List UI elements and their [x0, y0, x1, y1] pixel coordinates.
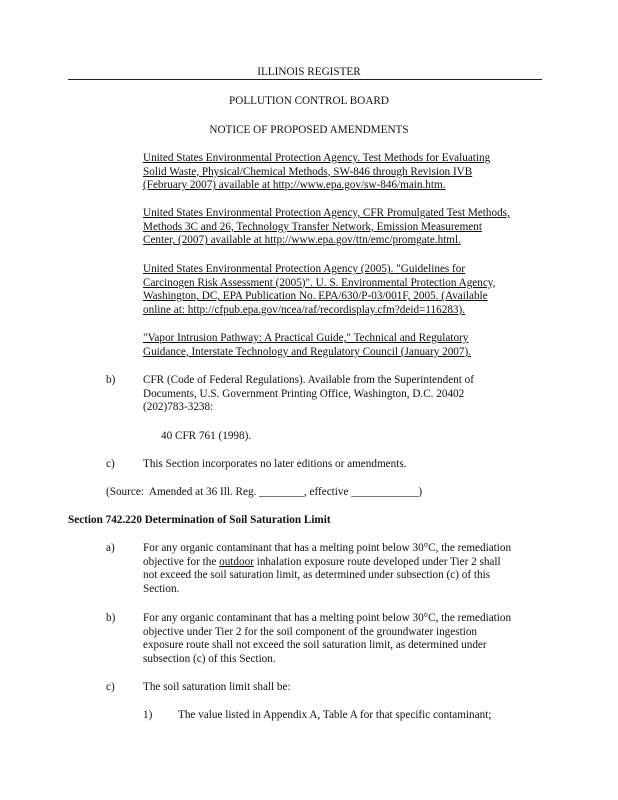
reference-2 — [143, 207, 510, 248]
item-b-text — [143, 374, 474, 415]
section-b-line-4: subsection (c) of this Section. — [143, 652, 276, 665]
section-a-line-2-pre: objective for the — [143, 555, 220, 568]
section-b-line-2: objective under Tier 2 for the soil component of the groundwater ingestion — [143, 625, 478, 638]
section-a-line-3: not exceed the soil saturation limit, as determined under subsection (c) of this — [143, 569, 491, 582]
section-b-label: b) — [106, 612, 116, 624]
reference-3-line-4: online at: http://cfpub.epa.gov/ncea/raf/recordisplay.cfm?deid=116283). — [143, 303, 466, 316]
item-c-text: This Section incorporates no later editions or amendments. — [143, 458, 407, 470]
section-a-line-4: Section. — [143, 582, 180, 595]
reference-2-line-3: Center, (2007) available at http://www.epa.gov/ttn/emc/promgate.html. — [143, 234, 461, 247]
section-a-line-1: For any organic contaminant that has a melting point below 30°C, the remediation — [143, 542, 512, 554]
section-b-text — [143, 612, 511, 666]
reference-1-line-3: (February 2007) available at http://www.epa.gov/sw-846/main.htm. — [143, 179, 446, 192]
reference-4-line-2: Guidance, Interstate Technology and Regulatory Council (January 2007). — [143, 345, 472, 358]
register-title: ILLINOIS REGISTER — [257, 66, 361, 78]
item-b-sub: 40 CFR 761 (1998). — [161, 430, 252, 442]
section-b-line-3: exposure route shall not exceed the soil saturation limit, as determined under — [143, 639, 487, 652]
reference-1 — [143, 152, 490, 193]
section-c-item-1-label: 1) — [143, 709, 153, 721]
source-note: (Source: Amended at 36 Ill. Reg. ________, effective ____________) — [106, 486, 423, 498]
item-b-label: b) — [106, 374, 116, 386]
item-b-line-3: (202)783-3238: — [143, 401, 214, 414]
reference-4-line-1: "Vapor Intrusion Pathway: A Practical Guide," Technical and Regulatory — [143, 332, 469, 344]
header-rule — [68, 79, 542, 80]
section-a-text — [143, 542, 511, 596]
section-b-line-1: For any organic contaminant that has a melting point below 30°C, the remediation — [143, 612, 512, 624]
reference-2-line-2: Methods 3C and 26, Technology Transfer Network, Emission Measurement — [143, 220, 482, 233]
reference-3 — [143, 263, 495, 317]
reference-3-line-2: Carcinogen Risk Assessment (2005)". U. S. Environmental Protection Agency, — [143, 276, 496, 289]
item-b-line-1: CFR (Code of Federal Regulations). Available from the Superintendent of — [143, 374, 474, 386]
section-c-item-1-text: The value listed in Appendix A, Table A for that specific contaminant; — [178, 709, 492, 721]
item-c-label: c) — [106, 458, 115, 470]
reference-1-line-2: Solid Waste, Physical/Chemical Methods, SW-846 through Revision IVB — [143, 165, 473, 178]
outdoor-term: outdoor — [219, 555, 254, 568]
section-a-label: a) — [106, 542, 115, 554]
reference-3-line-1: United States Environmental Protection Agency (2005). "Guidelines for — [143, 263, 466, 275]
section-c-text: The soil saturation limit shall be: — [143, 681, 291, 693]
section-heading: Section 742.220 Determination of Soil Saturation Limit — [68, 514, 331, 526]
reference-2-line-1: United States Environmental Protection Agency, CFR Promulgated Test Methods, — [143, 207, 510, 219]
section-a-line-2 — [143, 556, 511, 570]
notice-title: NOTICE OF PROPOSED AMENDMENTS — [209, 124, 409, 136]
item-b-line-2: Documents, U.S. Government Printing Office, Washington, D.C. 20402 — [143, 387, 465, 400]
reference-4 — [143, 332, 471, 359]
reference-1-line-1: United States Environmental Protection Agency. Test Methods for Evaluating — [143, 152, 491, 164]
reference-3-line-3: Washington, DC, EPA Publication No. EPA/630/P-03/001F, 2005. (Available — [143, 290, 488, 303]
section-c-label: c) — [106, 681, 115, 693]
board-title: POLLUTION CONTROL BOARD — [229, 95, 389, 107]
section-a-line-2-post: inhalation exposure route developed under Tier 2 shall — [253, 555, 501, 568]
